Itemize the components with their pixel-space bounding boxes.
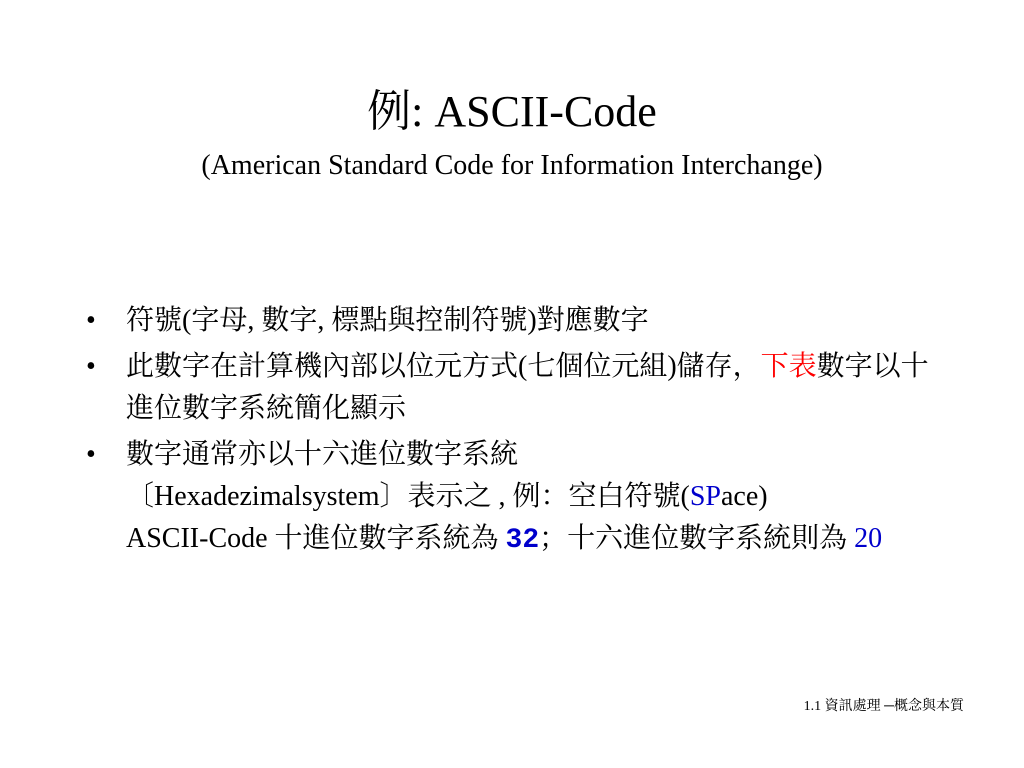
bullet-1-text: 符號(字母, 數字, 標點與控制符號)對應數字	[126, 305, 649, 336]
bullet-dot-icon: •	[86, 439, 96, 470]
slide-title: 例: ASCII-Code	[367, 87, 657, 136]
bullet-item-2	[86, 346, 956, 430]
bullet-3-sp: SP	[689, 481, 721, 512]
bullet-3-number-20: 20	[854, 523, 883, 554]
bullet-3-part-b: ace)	[720, 481, 768, 512]
bullet-dot-icon: •	[86, 351, 96, 382]
bullet-3-part-c: ASCII-Code 十進位數字系統為	[126, 523, 506, 554]
bullet-2-text: 此數字在計算機內部以位元方式(七個位元組)儲存，	[126, 351, 761, 382]
bullet-2-rest: 數字以十進位數字系統簡化顯示	[126, 351, 929, 424]
bullet-dot-icon: •	[86, 305, 96, 336]
bullet-3-number-32: 32	[505, 525, 540, 556]
bullet-list	[86, 300, 956, 566]
bullet-3-part-a: 〔Hexadezimalsystem〕表示之 , 例：空白符號(	[126, 481, 690, 512]
bullet-item-1	[86, 300, 956, 342]
bullet-3-line1: 數字通常亦以十六進位數字系統	[126, 439, 519, 470]
bullet-2-highlight: 下表	[760, 351, 817, 382]
bullet-item-3	[86, 434, 956, 562]
slide-subtitle: (American Standard Code for Information Interchange)	[201, 150, 823, 181]
bullet-3-part-d: ；十六進位數字系統則為	[539, 523, 855, 554]
slide-footer: 1.1 資訊處理 ─概念與本質	[803, 699, 964, 714]
